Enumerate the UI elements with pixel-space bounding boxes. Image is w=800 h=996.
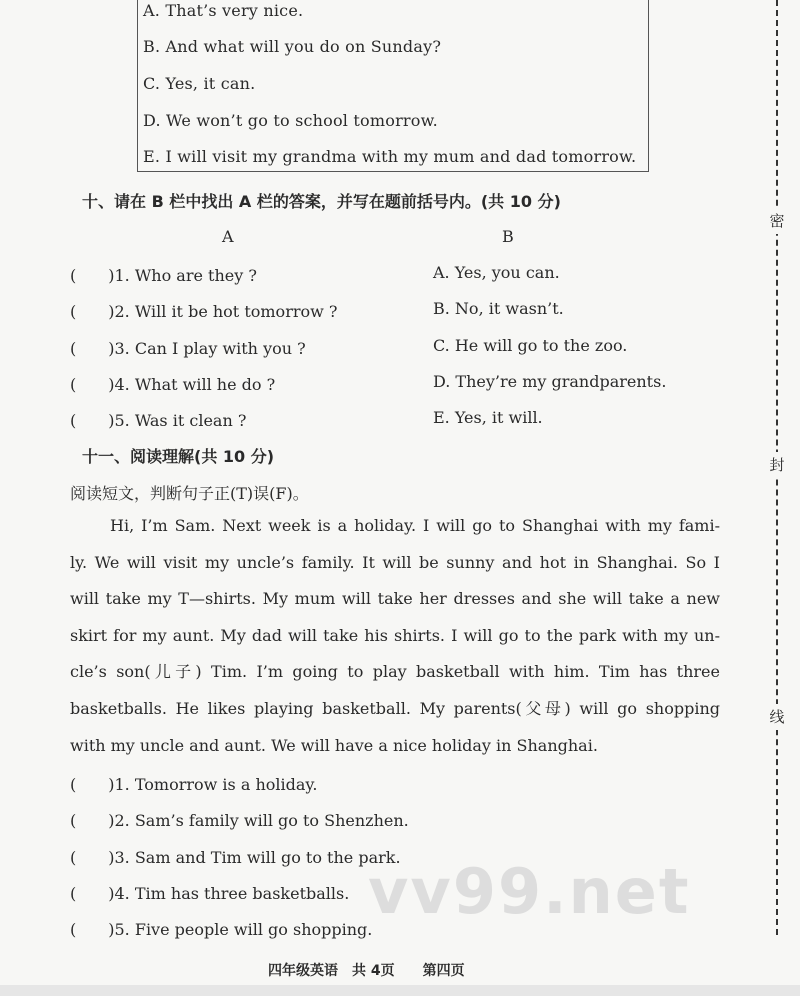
passage-line: will take my T—shirts. My mum will take her dresses and she will take a new <box>70 589 720 609</box>
match-question-4: ( )4. What will he do ? <box>70 375 276 394</box>
match-question-1: ( )1. Who are they ? <box>70 266 257 285</box>
match-answer-e: E. Yes, it will. <box>433 408 543 427</box>
tf-question-1: ( )1. Tomorrow is a holiday. <box>70 775 318 794</box>
passage-line: Hi, I’m Sam. Next week is a holiday. I will go to Shanghai with my fami- <box>110 516 720 535</box>
tf-question-4: ( )4. Tim has three basketballs. <box>70 884 350 903</box>
section11-heading: 十一、阅读理解(共 10 分) <box>82 447 275 466</box>
seal-char-xian: 线 <box>764 704 790 730</box>
column-a-header: A <box>222 227 234 246</box>
passage-line: skirt for my aunt. My dad will take his shirts. I will go to the park with my un- <box>70 625 720 645</box>
option-d: D. We won’t go to school tomorrow. <box>143 111 438 130</box>
seal-char-feng: 封 <box>764 452 790 478</box>
match-answer-a: A. Yes, you can. <box>433 263 560 282</box>
passage-line: basketballs. He likes playing basketball. My parents(父母) will go shopping <box>70 698 720 718</box>
reading-passage <box>70 508 720 764</box>
match-question-2: ( )2. Will it be hot tomorrow ? <box>70 302 338 321</box>
match-question-3: ( )3. Can I play with you ? <box>70 339 306 358</box>
tf-question-2: ( )2. Sam’s family will go to Shenzhen. <box>70 811 409 830</box>
match-answer-d: D. They’re my grandparents. <box>433 372 667 391</box>
page-footer: 四年级英语 共 4页 第四页 <box>268 963 465 979</box>
options-box <box>137 0 649 172</box>
option-b: B. And what will you do on Sunday? <box>143 37 442 56</box>
match-question-5: ( )5. Was it clean ? <box>70 411 247 430</box>
column-b-header: B <box>502 227 514 246</box>
match-answer-c: C. He will go to the zoo. <box>433 336 628 355</box>
passage-line: ly. We will visit my uncle’s family. It will be sunny and hot in Shanghai. So I <box>70 552 720 572</box>
option-e: E. I will visit my grandma with my mum and dad tomorrow. <box>143 147 637 166</box>
passage-line: cle’s son(儿子) Tim. I’m going to play basketball with him. Tim has three <box>70 662 720 682</box>
tf-question-3: ( )3. Sam and Tim will go to the park. <box>70 848 401 867</box>
seal-char-mi: 密 <box>764 208 790 234</box>
option-c: C. Yes, it can. <box>143 74 256 93</box>
passage-line: with my uncle and aunt. We will have a nice holiday in Shanghai. <box>70 735 598 755</box>
watermark: vv99.net <box>368 855 691 928</box>
section11-instruction: 阅读短文，判断句子正(T)误(F)。 <box>70 484 309 503</box>
option-a: A. That’s very nice. <box>143 1 304 20</box>
section10-heading: 十、请在 B 栏中找出 A 栏的答案，并写在题前括号内。(共 10 分) <box>82 192 561 211</box>
match-answer-b: B. No, it wasn’t. <box>433 299 564 318</box>
tf-question-5: ( )5. Five people will go shopping. <box>70 920 373 939</box>
bottom-edge <box>0 985 800 996</box>
